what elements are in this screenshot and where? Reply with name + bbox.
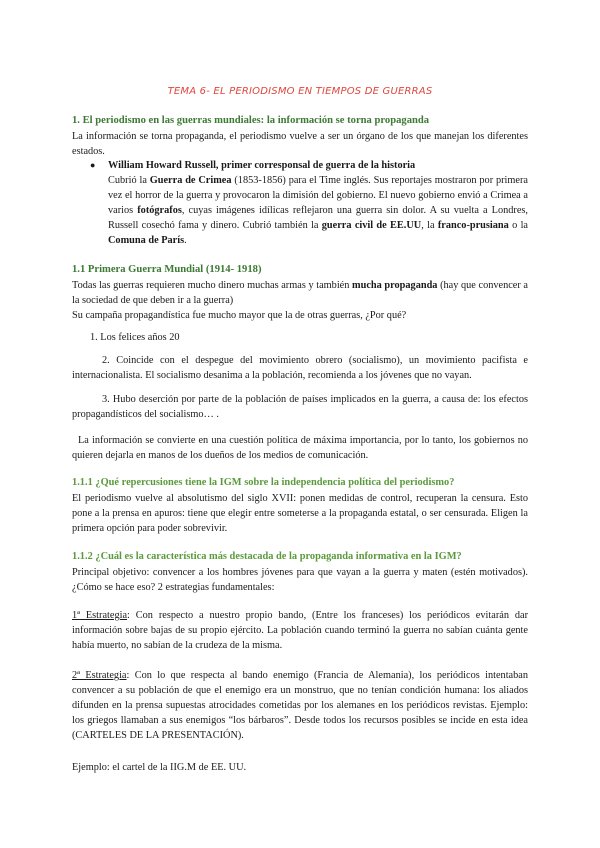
bullet-icon: ●	[90, 160, 96, 170]
section-1-paragraph: La información se torna propaganda, el periodismo vuelve a ser un órgano de los que manejan los diferentes estados.	[72, 131, 528, 157]
section-1-1-paragraph-2: Su campaña propagandística fue mucho mayor que la de otras guerras, ¿Por qué?	[72, 310, 407, 321]
section-1-1-1-heading: 1.1.1 ¿Qué repercusiones tiene la IGM sobre la independencia política del periodismo?	[72, 477, 455, 488]
strategy-2-paragraph: 2ª Estrategia: Con lo que respecta al bando enemigo (Francia de Alemania), los periódicos intentaban convencer a su población de que el enemigo era un monstruo, que no tenían condición humana: los aliados difunden en la prensa supuestas atrocidades cometidas por los alemanes en los periódicos revistas. Ejemplo: los griegos llamaban a sus enemigos “los bárbaros”. Desde todos los recursos posibles se incide en esta idea (CARTELES DE LA PRESENTACIÓN).	[72, 670, 528, 741]
bullet-heading-russell: William Howard Russell, primer corresponsal de guerra de la historia	[108, 160, 416, 171]
section-1-1-2-paragraph: Principal objetivo: convencer a los hombres jóvenes para que vayan a la guerra y maten (estén motivados). ¿Cómo se hace eso? 2 estrategias fundamentales:	[72, 567, 528, 593]
strategy-1-paragraph: 1ª Estrategia: Con respecto a nuestro propio bando, (Entre los franceses) los periódicos evitarán dar información sobre bajas de su propio ejército. La población cuando terminó la guerra no sabían cuánta gente había muerto, no sabían de la crudeza de la misma.	[72, 610, 528, 651]
example-line: Ejemplo: el cartel de la IIG.M de EE. UU.	[72, 762, 247, 773]
list-item-2: 2. Coincide con el despegue del movimiento obrero (socialismo), un movimiento pacifista e internacionalista. El socialismo desanima a la población, recomienda a los jóvenes que no vayan.	[72, 355, 528, 381]
section-1-1-1-paragraph: El periodismo vuelve al absolutismo del siglo XVII: ponen medidas de control, recuperan la censura. Esto pone a la prensa en apuros: tiene que elegir entre someterse a la propaganda estatal, o ser censurada. Eligen la primera opción para poder sobrevivir.	[72, 493, 528, 534]
section-1-heading: 1. El periodismo en las guerras mundiales: la información se torna propaganda	[72, 115, 430, 126]
russell-paragraph: Cubrió la Guerra de Crimea (1853-1856) para el Time inglés. Sus reportajes mostraron por primera vez el horror de la guerra y provocaron la dimisión del gobierno. El nuevo gobierno envió a Crimea a varios fotógrafos, cuyas imágenes idílicas reflejaron una guerra sin dolor. A su vuelta a Londres, Russell cosechó fama y dinero. Cubrió también la guerra civil de EE.UU, la franco-prusiana o la Comuna de París.	[108, 175, 528, 246]
section-1-1-2-heading: 1.1.2 ¿Cuál es la característica más destacada de la propaganda informativa en la IGM?	[72, 551, 462, 562]
list-item-3: 3. Hubo deserción por parte de la población de países implicados en la guerra, a causa de: los efectos propagandísticos del socialismo… .	[72, 394, 528, 420]
section-1-1-paragraph-3: La información se convierte en una cuestión política de máxima importancia, por lo tanto, los gobiernos no quieren dejarla en manos de los dueños de los medios de comunicación.	[72, 435, 528, 461]
section-1-1-paragraph-1: Todas las guerras requieren mucho dinero muchas armas y también mucha propaganda (hay que convencer a la sociedad de que deben ir a la guerra)	[72, 280, 528, 306]
section-1-1-heading: 1.1 Primera Guerra Mundial (1914- 1918)	[72, 264, 262, 275]
list-item-1: 1. Los felices años 20	[90, 332, 180, 343]
document-title: TEMA 6- EL PERIODISMO EN TIEMPOS DE GUERRAS	[167, 86, 433, 97]
